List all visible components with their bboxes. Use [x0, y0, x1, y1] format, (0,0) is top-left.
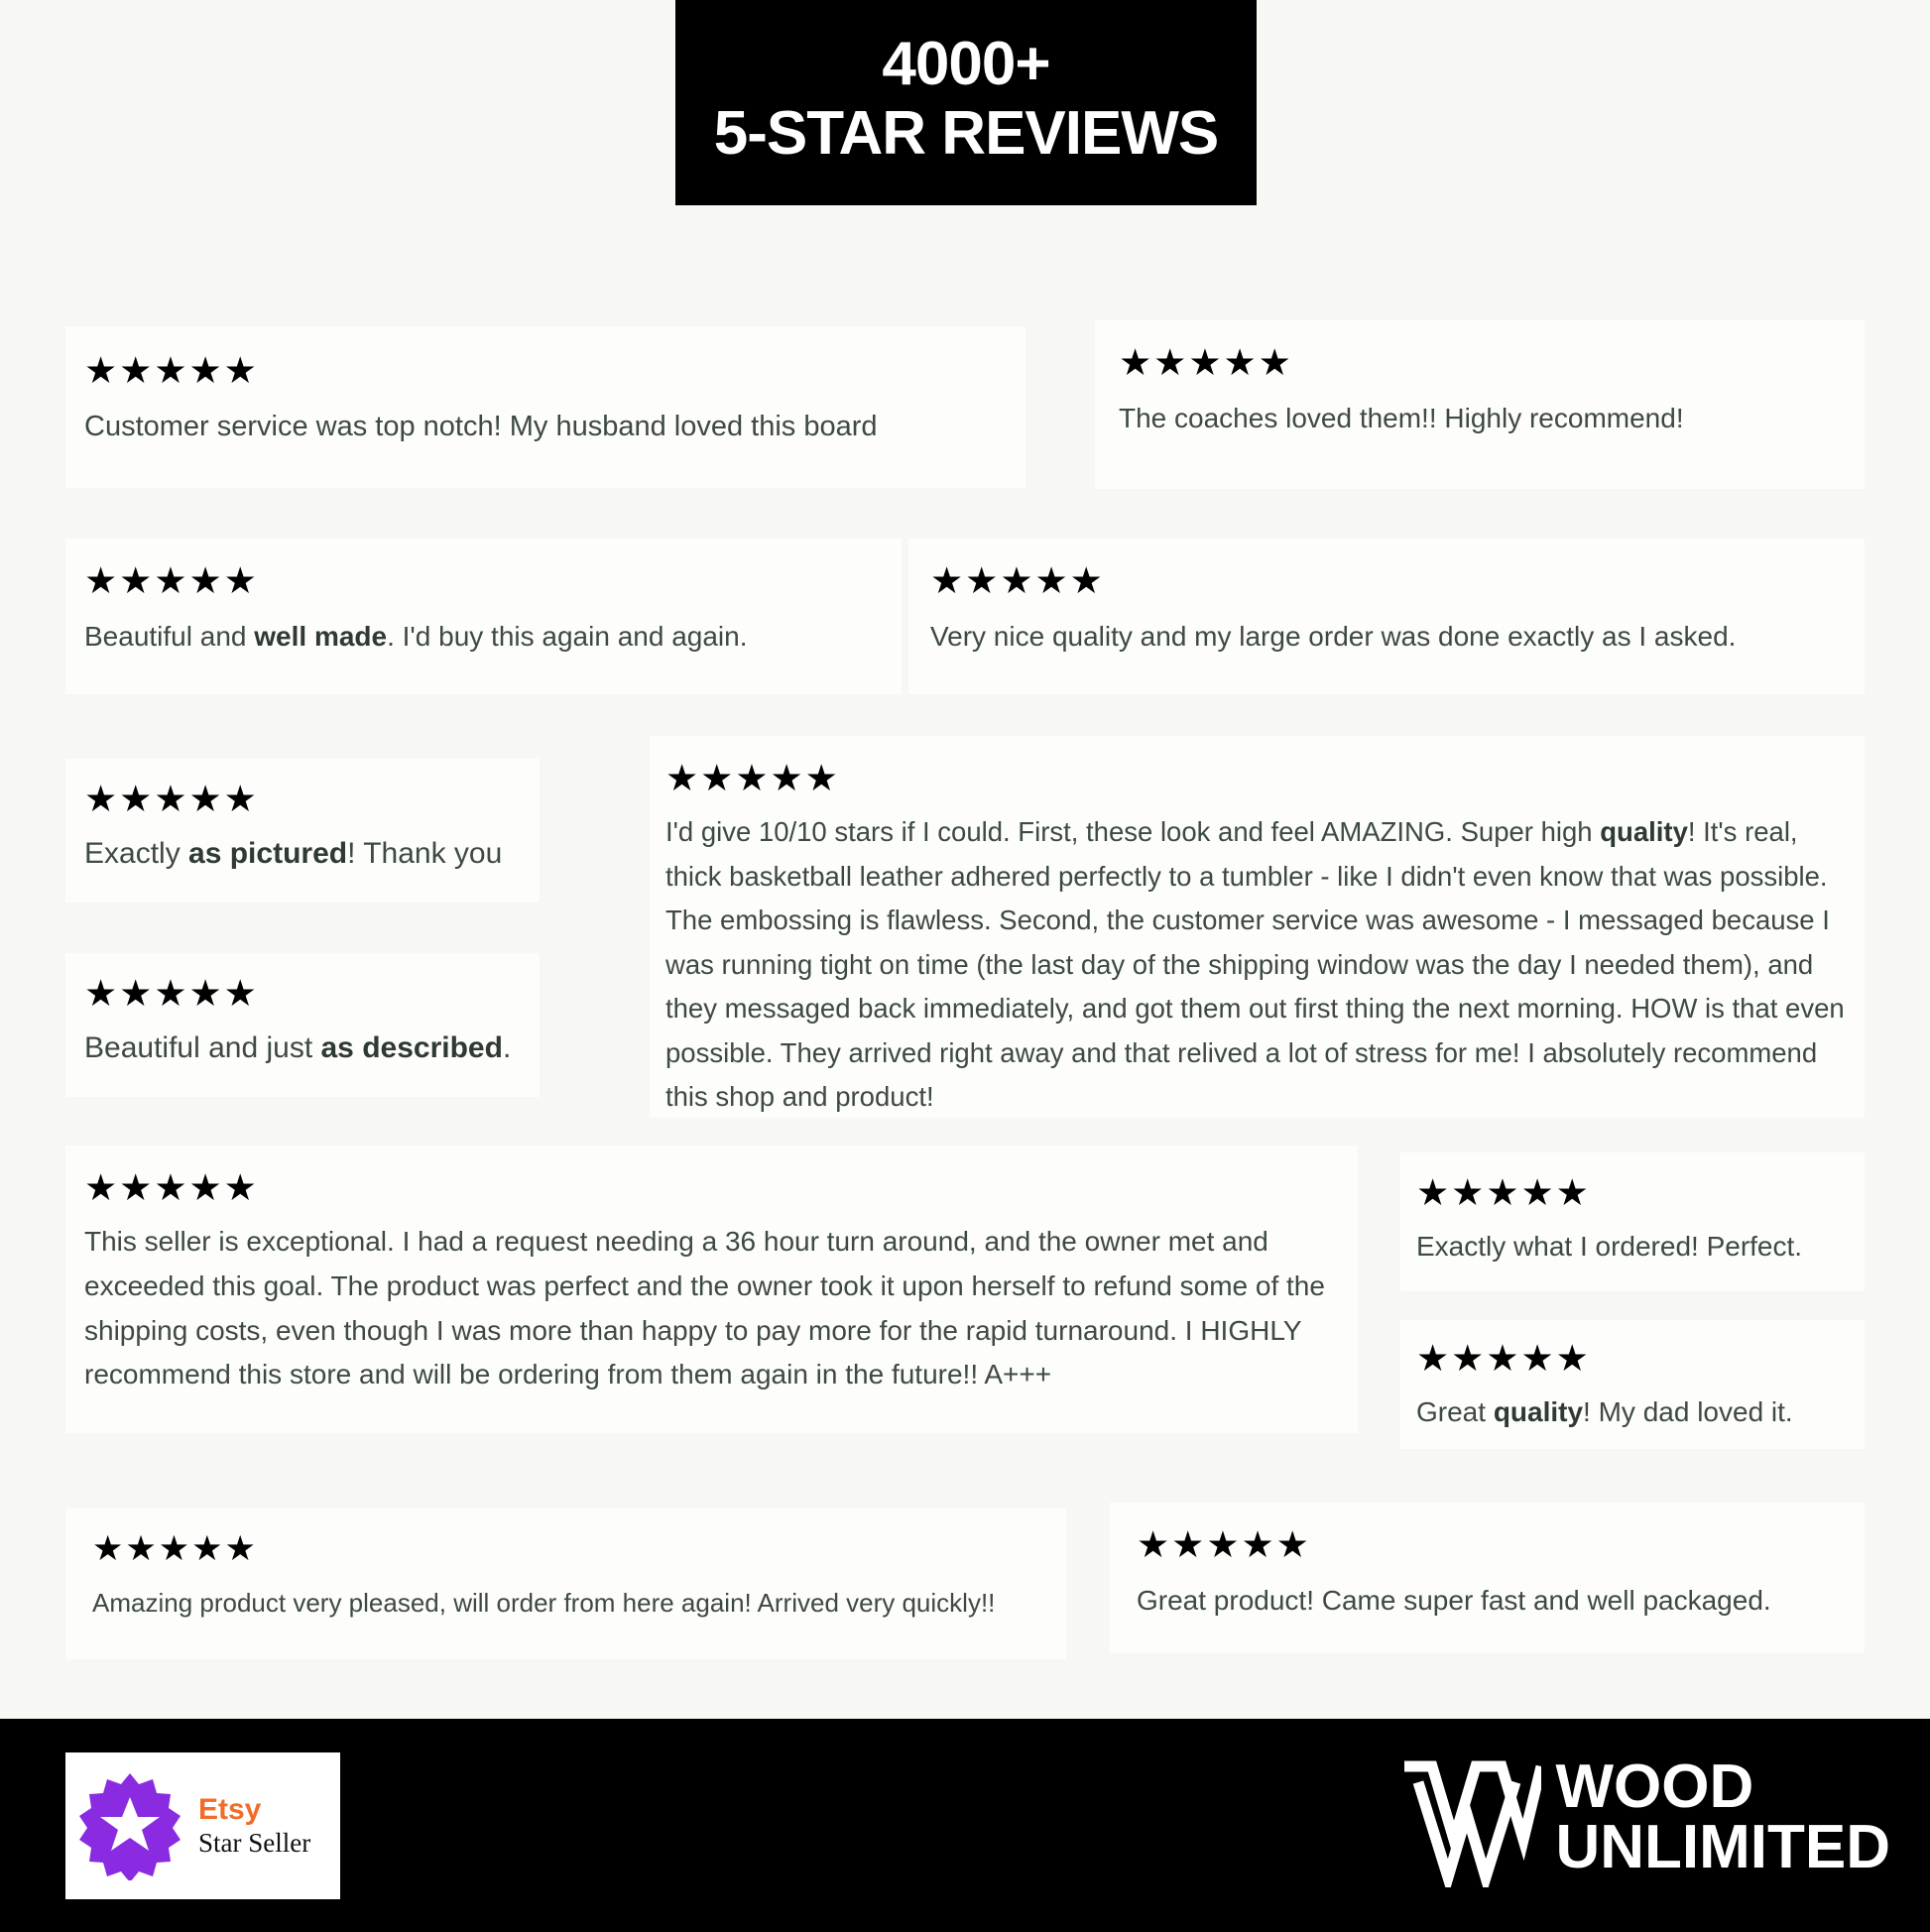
review-text: Exactly what I ordered! Perfect. — [1416, 1231, 1803, 1262]
review-card — [65, 1509, 1066, 1659]
review-text-part: ! Thank you — [347, 837, 503, 870]
review-text-part: Exactly — [84, 837, 189, 870]
etsy-star-seller-badge — [65, 1752, 340, 1899]
review-card — [65, 759, 540, 903]
star-rating-icon: ★★★★★ — [84, 559, 259, 602]
review-text — [1416, 1390, 1857, 1433]
review-text: Customer service was top notch! My husband loved this board — [84, 411, 878, 442]
etsy-badge-text — [198, 1792, 310, 1859]
star-rating-icon: ★★★★★ — [1416, 1337, 1591, 1380]
etsy-star-seller-label: Star Seller — [198, 1827, 311, 1858]
review-text-part: Beautiful and — [84, 621, 255, 652]
review-card — [65, 326, 1025, 488]
review-card — [1400, 1320, 1865, 1449]
review-text-emphasis: well made — [254, 621, 388, 652]
footer-bar — [0, 1719, 1930, 1932]
review-text — [84, 615, 884, 658]
review-card — [65, 539, 902, 694]
star-rating-icon: ★★★★★ — [84, 778, 259, 820]
etsy-wordmark: Etsy — [198, 1793, 262, 1827]
review-text-part: Beautiful and just — [84, 1031, 321, 1064]
star-rating-icon: ★★★★★ — [84, 972, 259, 1015]
review-card — [650, 736, 1865, 1118]
review-text-part: . I'd buy this again and again. — [387, 621, 748, 652]
star-rating-icon: ★★★★★ — [84, 349, 259, 392]
star-rating-icon: ★★★★★ — [84, 1166, 259, 1209]
review-text-emphasis: quality — [1600, 816, 1688, 847]
header-subtitle: 5-STAR REVIEWS — [713, 98, 1219, 168]
header-count: 4000+ — [882, 30, 1050, 99]
star-rating-icon: ★★★★★ — [930, 559, 1105, 602]
star-rating-icon: ★★★★★ — [665, 757, 840, 799]
review-card — [908, 539, 1865, 694]
review-card — [65, 1146, 1358, 1433]
star-rating-icon: ★★★★★ — [1416, 1171, 1591, 1214]
review-text-emphasis: quality — [1493, 1396, 1584, 1427]
review-text-part: ! It's real, thick basketball leather adhered perfectly to a tumbler - like I didn't even know that was possible. The embossing is flawless. Second, the customer service was awesome - I messaged because I was running tight on time (the last day of the shipping window was the day I needed them), and they messaged back immediately, and got them out first thing the next morning. HOW is that even possible. They arrived right away and that relived a lot of stress for me! I absolutely recommend this shop and product! — [665, 816, 1845, 1113]
star-rating-icon: ★★★★★ — [1137, 1523, 1311, 1566]
review-card — [65, 953, 540, 1097]
review-text-part: . — [502, 1031, 512, 1064]
star-rating-icon: ★★★★★ — [92, 1529, 258, 1569]
review-card — [1400, 1152, 1865, 1291]
review-text-emphasis: as pictured — [188, 837, 348, 870]
brand-lockup — [1392, 1749, 1890, 1887]
review-card — [1095, 320, 1865, 489]
star-rating-icon: ★★★★★ — [1119, 341, 1293, 384]
wood-unlimited-logo-icon — [1392, 1749, 1541, 1887]
review-text — [84, 831, 530, 878]
review-text — [665, 810, 1847, 1120]
review-text — [84, 1026, 530, 1072]
review-text: Great product! Came super fast and well packaged. — [1137, 1585, 1771, 1616]
review-card — [1110, 1503, 1865, 1653]
review-text-part: I'd give 10/10 stars if I could. First, these look and feel AMAZING. Super high — [665, 816, 1601, 847]
brand-name-line2: UNLIMITED — [1555, 1813, 1890, 1881]
review-text: Very nice quality and my large order was done exactly as I asked. — [930, 621, 1737, 652]
etsy-badge-icon — [75, 1771, 184, 1880]
review-text: This seller is exceptional. I had a request needing a 36 hour turn around, and the owner met and exceeded this goal. The product was perfect and the owner took it upon herself to refund some of the shipping costs, even though I was more than happy to pay more for the rapid turnaround. I HIGHLY recommend this store and will be ordering from them again in the future!! A+++ — [84, 1226, 1325, 1390]
brand-name — [1555, 1752, 1890, 1881]
review-text: The coaches loved them!! Highly recommend! — [1119, 403, 1684, 433]
review-text-part: ! My dad loved it. — [1583, 1396, 1793, 1427]
header-badge — [675, 0, 1257, 205]
review-text-emphasis: as described — [320, 1031, 503, 1064]
review-text-part: Great — [1416, 1396, 1494, 1427]
review-text: Amazing product very pleased, will order from here again! Arrived very quickly!! — [92, 1588, 996, 1618]
brand-name-line1: WOOD — [1555, 1752, 1754, 1822]
